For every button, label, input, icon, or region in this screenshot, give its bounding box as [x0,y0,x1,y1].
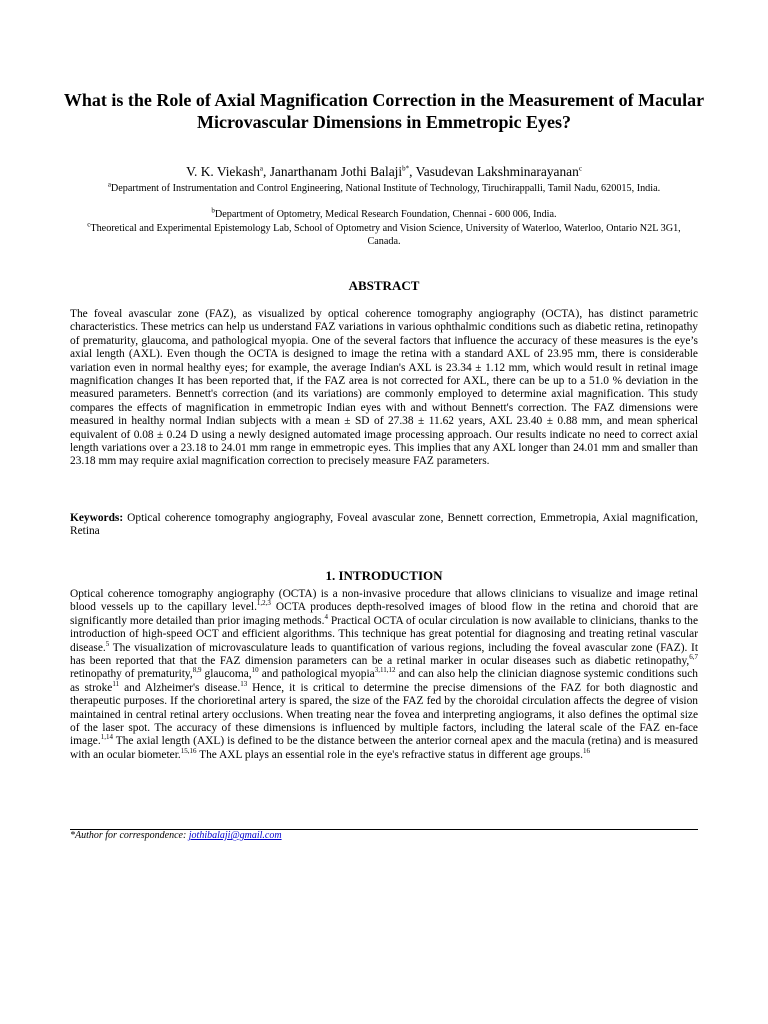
author-name: Janarthanam Jothi Balaji [269,164,403,179]
affiliation [70,222,698,248]
affiliation-text: Theoretical and Experimental Epistemology Lab, School of Optometry and Vision Science, University of Waterloo, Waterloo, Ontario N2L 3G1, Canada. [90,223,681,247]
keywords-label: Keywords: [70,512,124,524]
abstract-heading: ABSTRACT [348,278,420,293]
citation-superscript: 13 [240,680,248,689]
citation-superscript: 1,2,3 [256,599,271,608]
introduction-text-run: glaucoma, [201,668,252,681]
affiliation [70,208,698,221]
citation-superscript: 16 [582,747,590,756]
affiliation-mark: b [211,206,215,215]
author-separator: , [409,164,416,179]
introduction-text-run: and Alzheimer's disease. [119,681,241,694]
keywords [70,512,698,539]
affiliation-text: Department of Optometry, Medical Research Foundation, Chennai - 600 006, India. [214,209,557,220]
introduction-text-run: The visualization of microvasculature leads to quantification of various regions, including the foveal avascular zone (FAZ). It has been reported that that the FAZ dimension parameters can be a retinal marker in ocular diseases such as diabetic retinopathy, [70,641,698,668]
introduction-text-run: The axial length (AXL) is defined to be the distance between the anterior corneal apex and the macula (retina) and is measured with an ocular biometer. [70,735,698,761]
introduction-text-run: Optical coherence tomography angiography (OCTA) is a non-invasive procedure that allows clinicians to visualize and image retinal blood vessels up to the capillary level. [70,588,698,614]
affiliation [70,182,698,195]
author-email-link[interactable]: jothibalaji@gmail.com [188,830,282,841]
citation-superscript: 1,14 [100,733,113,742]
citation-superscript: 4 [324,613,328,622]
affiliation-mark: a [107,180,111,189]
author-affiliation-mark: a [259,164,264,173]
correspondence-footnote [70,830,698,842]
introduction-text-run: Hence, it is critical to determine the precise dimensions of the FAZ for both diagnostic and therapeutic purposes. If the chorioretinal artery is spared, the size of the FAZ fed by the choroidal circulation affects the degree of vision maintained in central retinal artery occlusions. When treating near the fovea and interpreting angiograms, it also defines the optimal size of the laser spot. The accuracy of these dimensions is influenced by multiple factors, including the lateral scale of the FAZ en-face image. [70,681,698,748]
citation-superscript: 3,11,12 [374,666,396,675]
introduction-text-run: and can also help the clinician diagnose systemic conditions such as stroke [70,668,698,694]
abstract-text: The foveal avascular zone (FAZ), as visualized by optical coherence tomography angiography (OCTA), has distinct parametric characteristics. These metrics can help us understand FAZ variations in various ophthalmic conditions such as diabetic retina, retinopathy of prematurity, glaucoma, and pathological myopia. One of the several factors that influence the accuracy of these measures is the eye’s axial length (AXL). Even though the OCTA is designed to image the retina with a standard AXL of 23.95 mm, there is considerable variation even in normal healthy eyes; for example, the average Indian's AXL is 23.34 ± 1.12 mm, which would result in retinal image magnification changes It has been reported that, if the FAZ area is not corrected for AXL, there can be up to a 51.0 % deviation in the measured parameters. Bennett's correction (and its variations) are commonly employed to determine axial magnification. This study compares the effects of magnification in emmetropic Indian eyes with and without Bennett's correction. The FAZ dimensions were measured in healthy normal Indian subjects with a mean ± SD of 27.38 ± 11.62 years, AXL 23.40 ± 0.88 mm, and mean spherical equivalent of 0.08 ± 0.24 D using a newly designed automated image processing approach. Our results indicate no need to correct axial length variations over a 23.18 to 24.01 mm range in emmetropic eyes. This implies that any AXL longer than 24.01 mm and smaller than 23.18 mm may require axial magnification correction to precisely measure FAZ parameters. [70,308,698,468]
author-list [60,164,708,180]
author-affiliation-mark: c [578,164,582,173]
affiliation-text: Department of Instrumentation and Control Engineering, National Institute of Technology, Tiruchirappalli, Tamil Nadu, 620015, India. [110,183,661,194]
introduction-heading: 1. INTRODUCTION [325,568,443,583]
author-separator: , [263,164,270,179]
citation-superscript: 11 [112,680,120,689]
introduction-text-run: and pathological myopia [258,668,375,681]
author-affiliation-mark: b* [402,164,410,173]
citation-superscript: 8,9 [192,666,202,675]
keywords-list: Optical coherence tomography angiography, Foveal avascular zone, Bennett correction, Emmetropia, Axial magnification, Retina [70,512,698,538]
citation-superscript: 5 [105,639,110,648]
paper-title: What is the Role of Axial Magnification Correction in the Measurement of Macular Microvascular Dimensions in Emmetropic Eyes? [63,90,705,132]
citation-superscript: 6,7 [689,653,698,662]
author-name: Vasudevan Lakshminarayanan [415,164,579,179]
introduction-text [70,588,698,762]
footnote-label: *Author for correspondence: [70,830,189,841]
author-name: V. K. Viekash [186,164,260,179]
introduction-text-run: retinopathy of prematurity, [70,668,193,681]
affiliation-mark: c [87,220,91,229]
introduction-text-run: The AXL plays an essential role in the eye's refractive status in different age groups. [196,748,583,761]
introduction-text-run: Practical OCTA of ocular circulation is now available to clinicians, thanks to the introduction of high-speed OCT and efficient algorithms. This technique has great potential for diagnosing and treating retinal vascular disease. [70,614,699,654]
citation-superscript: 10 [251,666,259,675]
citation-superscript: 15,16 [180,747,197,756]
introduction-text-run: OCTA produces depth-resolved images of blood flow in the retina and choroid that are significantly more detailed than prior imaging methods. [70,601,699,627]
